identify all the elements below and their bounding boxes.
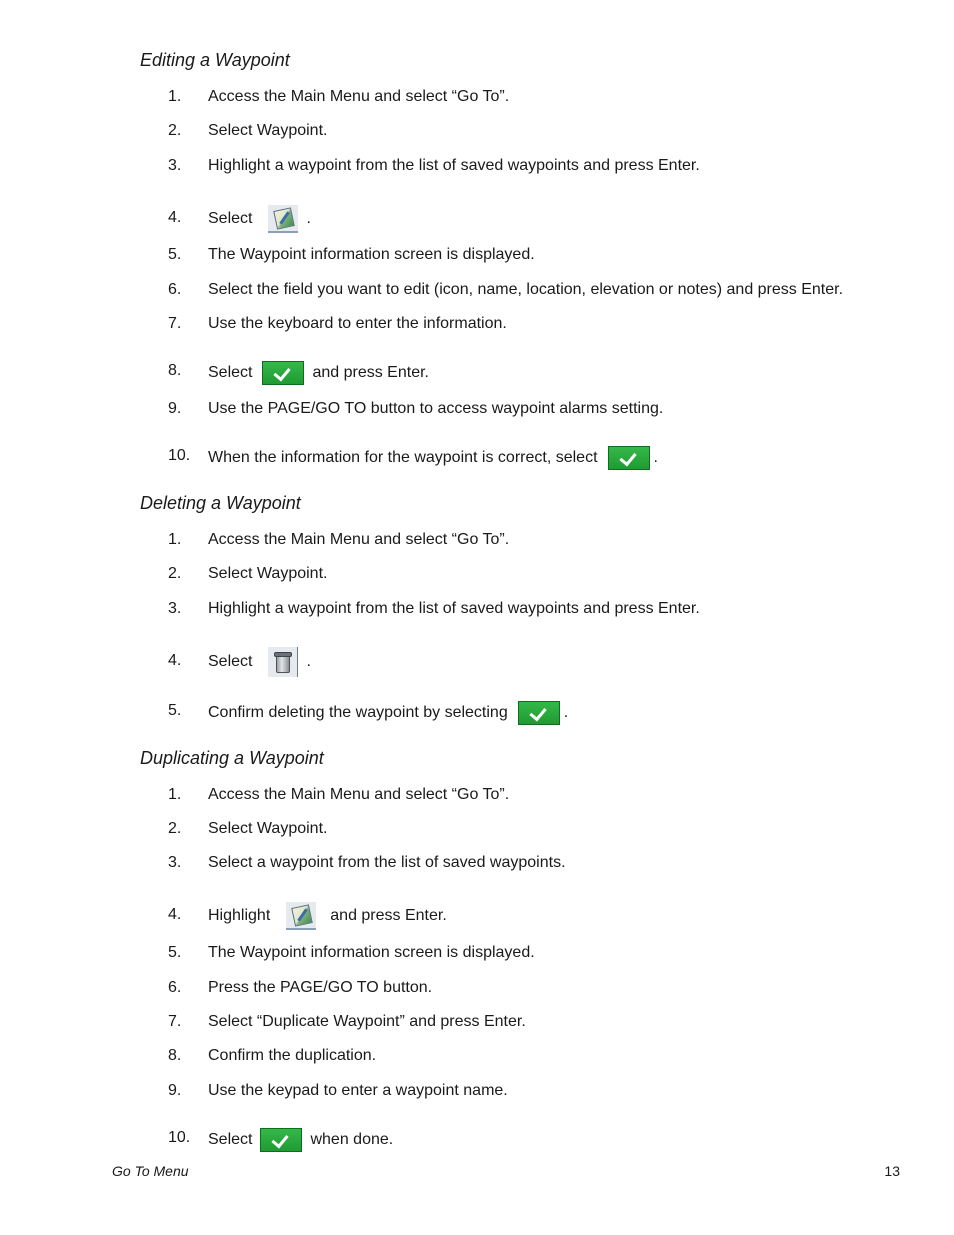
list-item [168, 1125, 934, 1155]
step-text: Select Waypoint. [208, 122, 328, 139]
step-text-after: . [563, 704, 569, 721]
list-item [168, 643, 934, 681]
step-number: 6. [168, 979, 182, 996]
list-item [168, 120, 934, 142]
list-item [168, 1011, 934, 1033]
step-text: Access the Main Menu and select “Go To”. [208, 88, 510, 105]
green-check-icon [518, 701, 560, 725]
green-check-icon [262, 361, 304, 385]
footer-chapter-title: Go To Menu [112, 1163, 189, 1179]
step-text-after: . [306, 653, 311, 670]
list-item [168, 155, 934, 177]
step-number: 10. [168, 447, 191, 464]
step-text-after: and press Enter. [330, 907, 447, 924]
list-item [168, 244, 934, 266]
list-item [168, 563, 934, 585]
list-item [168, 698, 934, 728]
green-check-icon [608, 446, 650, 470]
step-number: 5. [168, 702, 182, 719]
step-number: 8. [168, 362, 182, 379]
step-number: 10. [168, 1129, 191, 1146]
step-text: The Waypoint information screen is displayed. [208, 944, 535, 961]
list-item [168, 279, 934, 301]
list-item [168, 784, 934, 806]
step-number: 7. [168, 1013, 182, 1030]
step-number: 3. [168, 854, 182, 871]
list-item [168, 86, 934, 108]
list-item [168, 942, 934, 964]
step-text: Select Waypoint. [208, 565, 328, 582]
edit-waypoint-icon [286, 902, 316, 930]
step-text-after: and press Enter. [312, 364, 429, 381]
list-item [168, 598, 934, 620]
list-item [168, 443, 934, 473]
section-title-editing: Editing a Waypoint [140, 50, 290, 70]
step-number: 3. [168, 157, 182, 174]
step-text: Select [208, 1131, 253, 1148]
list-item [168, 1080, 934, 1102]
step-text: Select “Duplicate Waypoint” and press Enter. [208, 1013, 526, 1030]
step-text: Select [208, 653, 253, 670]
step-number: 6. [168, 281, 182, 298]
step-text: Highlight a waypoint from the list of saved waypoints and press Enter. [208, 600, 700, 617]
green-check-icon [260, 1128, 302, 1152]
step-number: 1. [168, 88, 182, 105]
list-item [168, 313, 934, 335]
step-text: When the information for the waypoint is correct, select [208, 449, 598, 466]
edit-waypoint-icon [268, 205, 298, 233]
trash-icon [268, 647, 298, 677]
step-number: 7. [168, 315, 182, 332]
step-text: Select the field you want to edit (icon, name, location, elevation or notes) and press Enter. [208, 281, 844, 298]
list-item [168, 529, 934, 551]
step-number: 2. [168, 565, 182, 582]
step-text: Select [208, 364, 253, 381]
step-text: Use the PAGE/GO TO button to access waypoint alarms setting. [208, 400, 664, 417]
step-text: Select Waypoint. [208, 820, 328, 837]
step-number: 5. [168, 246, 182, 263]
step-number: 9. [168, 1082, 182, 1099]
step-text: Select a waypoint from the list of saved waypoints. [208, 854, 566, 871]
step-number: 8. [168, 1047, 182, 1064]
step-text: Access the Main Menu and select “Go To”. [208, 531, 510, 548]
step-number: 3. [168, 600, 182, 617]
section-title-deleting: Deleting a Waypoint [140, 493, 301, 513]
step-text: Select [208, 210, 253, 227]
list-item [168, 358, 934, 388]
list-item [168, 200, 934, 238]
step-number: 5. [168, 944, 182, 961]
step-text: Press the PAGE/GO TO button. [208, 979, 433, 996]
step-text: Use the keyboard to enter the information. [208, 315, 507, 332]
step-text: The Waypoint information screen is displayed. [208, 246, 535, 263]
list-item [168, 897, 934, 935]
step-text: Highlight a waypoint from the list of saved waypoints and press Enter. [208, 157, 700, 174]
step-number: 2. [168, 122, 182, 139]
list-item [168, 852, 934, 874]
page-number: 13 [884, 1163, 900, 1179]
step-number: 4. [168, 652, 182, 669]
step-text: Highlight [208, 907, 271, 924]
list-item [168, 818, 934, 840]
section-title-duplicating: Duplicating a Waypoint [140, 748, 324, 768]
step-number: 1. [168, 531, 182, 548]
list-item [168, 977, 934, 999]
step-number: 1. [168, 786, 182, 803]
step-number: 9. [168, 400, 182, 417]
step-text: Confirm deleting the waypoint by selecting [208, 704, 508, 721]
step-text: Confirm the duplication. [208, 1047, 377, 1064]
list-item [168, 398, 934, 420]
step-text: Use the keypad to enter a waypoint name. [208, 1082, 508, 1099]
step-text: Access the Main Menu and select “Go To”. [208, 786, 510, 803]
step-number: 2. [168, 820, 182, 837]
step-text-after: . [653, 449, 658, 466]
step-number: 4. [168, 906, 182, 923]
step-number: 4. [168, 209, 182, 226]
step-text-after: when done. [310, 1131, 394, 1148]
list-item [168, 1045, 934, 1067]
step-text-after: . [306, 210, 311, 227]
